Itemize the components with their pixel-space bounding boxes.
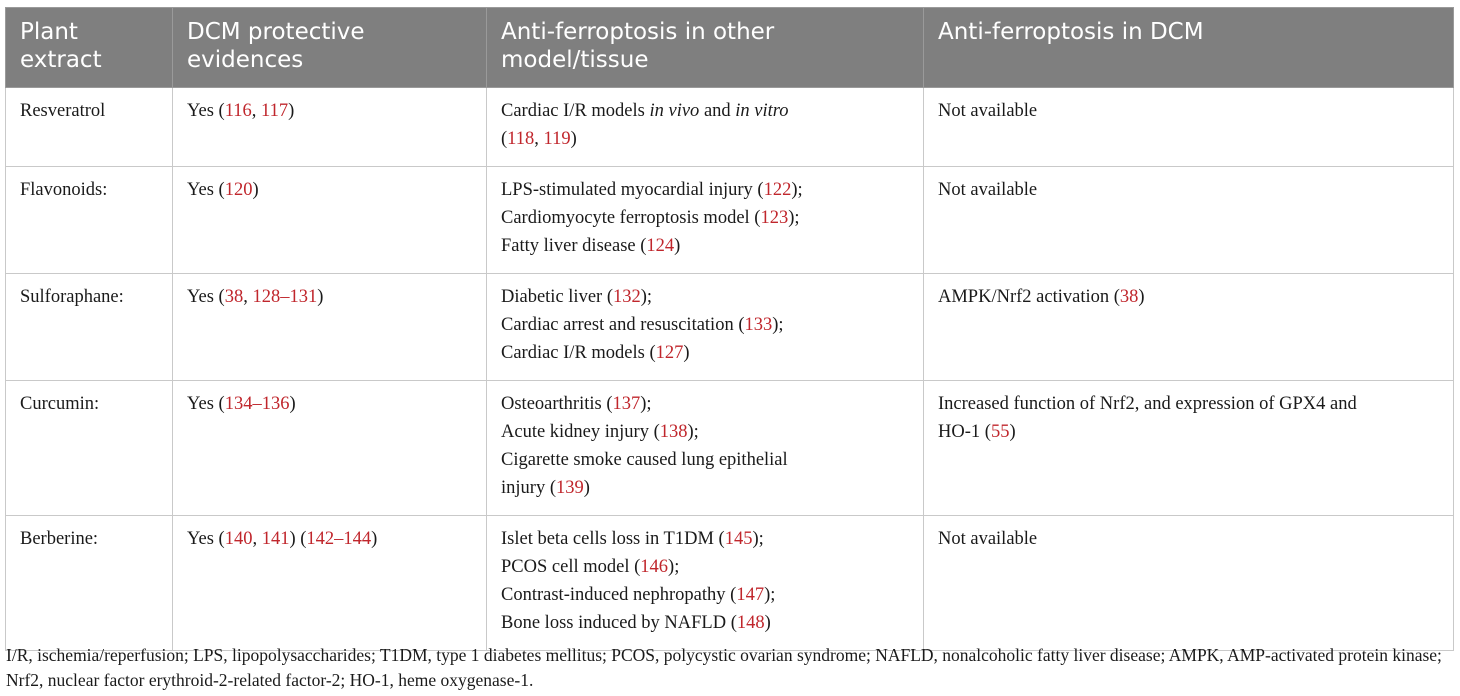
- anti-dcm-text: Not available: [938, 529, 1038, 549]
- reference-link[interactable]: 146: [640, 557, 669, 577]
- header-text: Plant: [20, 19, 78, 45]
- cell-anti-dcm: [924, 167, 1454, 274]
- cell-dcm-evidence: Yes (134–136): [173, 381, 487, 516]
- anti-dcm-text: Increased function of Nrf2, and expression of GPX4 and: [938, 394, 1357, 414]
- reference-link[interactable]: 127: [655, 343, 684, 363]
- extract-name: Curcumin:: [20, 394, 100, 414]
- model-text: and: [699, 101, 736, 121]
- model-text: Cigarette smoke caused lung epithelial: [501, 450, 788, 470]
- cell-extract: [6, 274, 173, 381]
- cell-anti-dcm: [924, 516, 1454, 651]
- reference-link[interactable]: 141: [261, 529, 290, 549]
- table-row-curcumin: [6, 381, 1454, 516]
- plant-extract-table: [5, 7, 1454, 651]
- model-text: Cardiac I/R models: [501, 343, 645, 363]
- header-text: DCM protective: [187, 19, 365, 45]
- cell-other-model: LPS-stimulated myocardial injury (122); Cardiomyocyte ferroptosis model (123); Fatty liver disease (124): [487, 167, 924, 274]
- reference-link[interactable]: 116: [224, 101, 252, 121]
- model-text: Islet beta cells loss in T1DM: [501, 529, 714, 549]
- cell-dcm-evidence: Yes (120): [173, 167, 487, 274]
- model-text: Bone loss induced by NAFLD: [501, 613, 727, 633]
- extract-name: Sulforaphane:: [20, 287, 124, 307]
- header-text: extract: [20, 47, 102, 73]
- anti-dcm-text: Not available: [938, 180, 1038, 200]
- table-footnote: I/R, ischemia/reperfusion; LPS, lipopolysaccharides; T1DM, type 1 diabetes mellitus; PCOS, polycystic ovarian syndrome; NAFLD, nonalcoholic fatty liver disease; AMPK, AMP-activated protein kinase; Nrf2, nuclear factor erythroid-2-related factor-2; HO-1, heme oxygenase-1.: [6, 645, 1442, 690]
- evidence-yes: Yes: [187, 180, 214, 200]
- reference-link[interactable]: 119: [543, 129, 571, 149]
- evidence-yes: Yes: [187, 529, 214, 549]
- evidence-yes: Yes: [187, 287, 214, 307]
- model-text: LPS-stimulated myocardial injury: [501, 180, 753, 200]
- extract-name: Berberine:: [20, 529, 99, 549]
- header-text: evidences: [187, 47, 304, 73]
- anti-dcm-text: Not available: [938, 101, 1038, 121]
- extract-name: Resveratrol: [20, 101, 106, 121]
- table-row-sulforaphane: [6, 274, 1454, 381]
- cell-anti-dcm: [924, 88, 1454, 167]
- model-text: Acute kidney injury: [501, 422, 649, 442]
- anti-dcm-text: HO-1: [938, 422, 981, 442]
- reference-link[interactable]: 132: [613, 287, 641, 307]
- table-row-flavonoids: [6, 167, 1454, 274]
- extract-name: Flavonoids:: [20, 180, 108, 200]
- reference-link[interactable]: 118: [507, 129, 535, 149]
- header-text: Anti-ferroptosis in other: [501, 19, 775, 45]
- header-anti-ferroptosis-dcm: [924, 8, 1454, 88]
- cell-other-model: Osteoarthritis (137); Acute kidney injury (138); Cigarette smoke caused lung epithelial injury (139): [487, 381, 924, 516]
- model-text: Diabetic liver: [501, 287, 603, 307]
- model-text: Cardiomyocyte ferroptosis model: [501, 208, 750, 228]
- cell-anti-dcm: Increased function of Nrf2, and expression of GPX4 and HO-1 (55): [924, 381, 1454, 516]
- header-row: [6, 8, 1454, 88]
- table-row-resveratrol: [6, 88, 1454, 167]
- reference-link[interactable]: 120: [224, 180, 253, 200]
- reference-link[interactable]: 128–131: [252, 287, 318, 307]
- header-text: model/tissue: [501, 47, 649, 73]
- reference-link[interactable]: 55: [990, 422, 1010, 442]
- cell-extract: [6, 516, 173, 651]
- reference-link[interactable]: 124: [646, 236, 675, 256]
- model-text: Osteoarthritis: [501, 394, 602, 414]
- model-text: injury: [501, 478, 546, 498]
- model-text: PCOS cell model: [501, 557, 630, 577]
- cell-other-model: Islet beta cells loss in T1DM (145); PCOS cell model (146); Contrast-induced nephropathy (147); Bone loss induced by NAFLD (148): [487, 516, 924, 651]
- cell-extract: [6, 88, 173, 167]
- reference-link[interactable]: 145: [724, 529, 753, 549]
- reference-link[interactable]: 142–144: [306, 529, 372, 549]
- header-dcm-protective: [173, 8, 487, 88]
- reference-link[interactable]: 133: [744, 315, 773, 335]
- evidence-yes: Yes: [187, 101, 214, 121]
- table-body: [6, 88, 1454, 651]
- reference-link[interactable]: 139: [556, 478, 584, 498]
- reference-link[interactable]: 38: [224, 287, 244, 307]
- reference-link[interactable]: 138: [659, 422, 688, 442]
- reference-link[interactable]: 123: [760, 208, 789, 228]
- model-text: Cardiac I/R models: [501, 101, 650, 121]
- reference-link[interactable]: 137: [612, 394, 641, 414]
- reference-link[interactable]: 148: [736, 613, 765, 633]
- model-text: Fatty liver disease: [501, 236, 636, 256]
- evidence-yes: Yes: [187, 394, 214, 414]
- table-row-berberine: [6, 516, 1454, 651]
- table-header: [6, 8, 1454, 88]
- header-plant-extract: [6, 8, 173, 88]
- header-text: Anti-ferroptosis in DCM: [938, 19, 1204, 45]
- cell-extract: [6, 381, 173, 516]
- cell-dcm-evidence: Yes (116, 117): [173, 88, 487, 167]
- cell-dcm-evidence: Yes (140, 141) (142–144): [173, 516, 487, 651]
- cell-anti-dcm: AMPK/Nrf2 activation (38): [924, 274, 1454, 381]
- cell-dcm-evidence: Yes (38, 128–131): [173, 274, 487, 381]
- model-text-italic: in vivo: [649, 101, 700, 121]
- reference-link[interactable]: 122: [763, 180, 792, 200]
- model-text: Contrast-induced nephropathy: [501, 585, 726, 605]
- reference-link[interactable]: 117: [261, 101, 289, 121]
- cell-other-model: Diabetic liver (132); Cardiac arrest and resuscitation (133); Cardiac I/R models (127): [487, 274, 924, 381]
- cell-extract: [6, 167, 173, 274]
- reference-link[interactable]: 147: [736, 585, 765, 605]
- model-text-italic: in vitro: [735, 101, 789, 121]
- reference-link[interactable]: 38: [1119, 287, 1139, 307]
- model-text: Cardiac arrest and resuscitation: [501, 315, 734, 335]
- anti-dcm-text: AMPK/Nrf2 activation: [938, 287, 1110, 307]
- header-anti-ferroptosis-other: [487, 8, 924, 88]
- cell-other-model: Cardiac I/R models in vivo and in vitro (118, 119): [487, 88, 924, 167]
- reference-link[interactable]: 140: [224, 529, 253, 549]
- reference-link[interactable]: 134–136: [224, 394, 290, 414]
